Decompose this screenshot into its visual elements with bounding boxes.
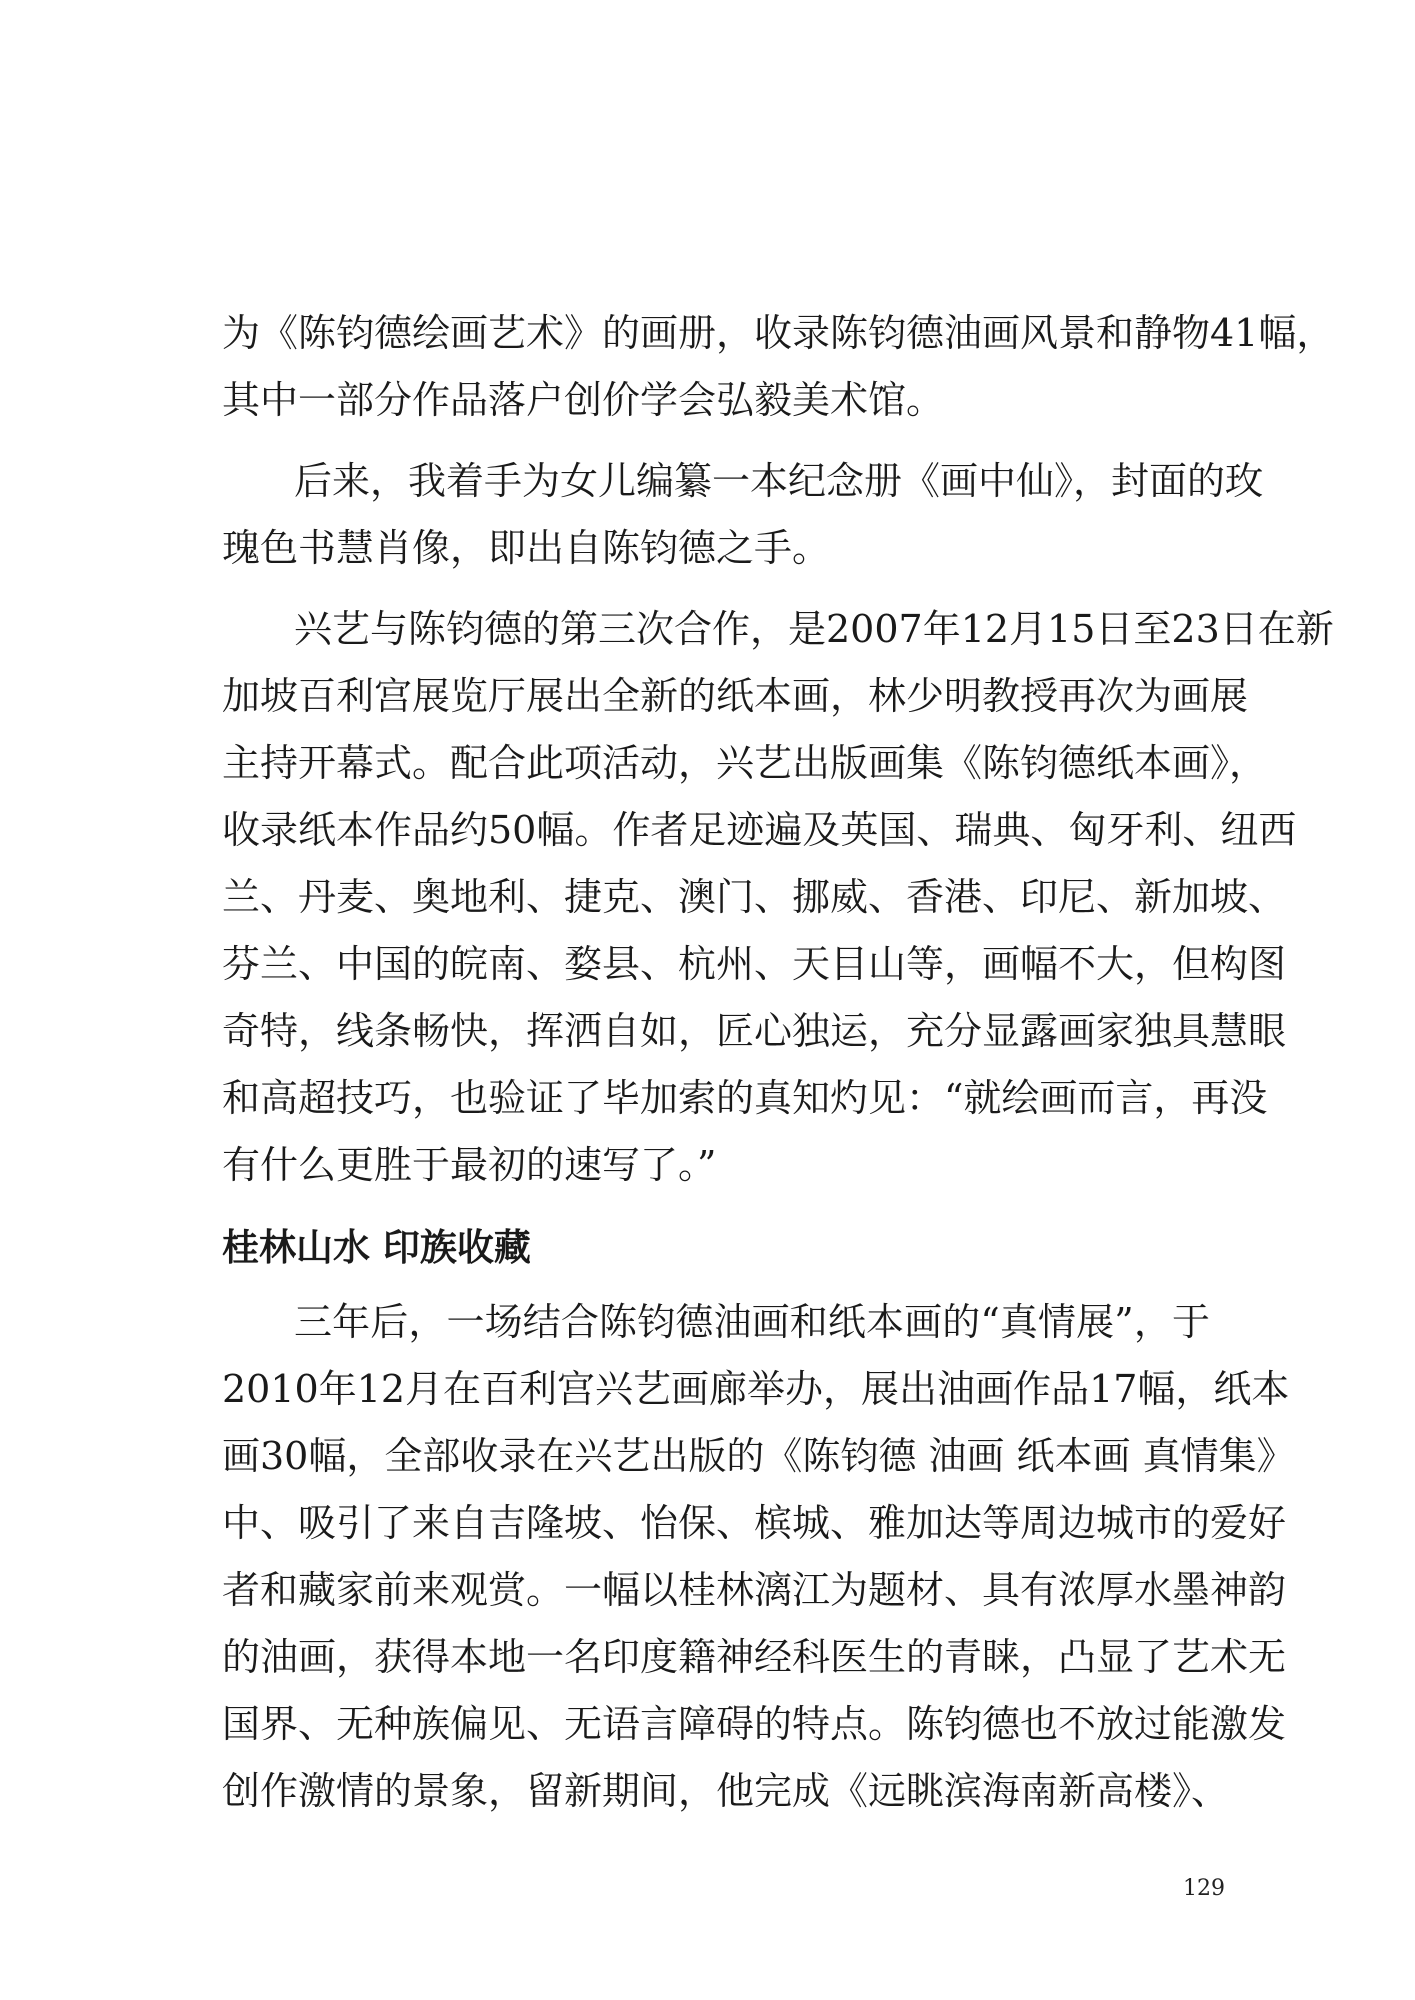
text-line: 中、吸引了来自吉隆坡、怡保、槟城、雅加达等周边城市的爱好 <box>222 1501 1287 1545</box>
text-line: 创作激情的景象，留新期间，他完成《远眺滨海南新高楼》、 <box>222 1769 1230 1813</box>
text-line: 国界、无种族偏见、无语言障碍的特点。陈钧德也不放过能激发 <box>222 1702 1287 1746</box>
text-line: 的油画，获得本地一名印度籍神经科医生的青睐，凸显了艺术无 <box>222 1635 1287 1679</box>
text-line: 瑰色书慧肖像，即出自陈钧德之手。 <box>222 526 831 570</box>
text-line: 兰、丹麦、奥地利、捷克、澳门、挪威、香港、印尼、新加坡、 <box>222 875 1287 919</box>
text-line: 后来，我着手为女儿编纂一本纪念册《画中仙》，封面的玫 <box>294 459 1264 503</box>
text-line: 其中一部分作品落户创价学会弘毅美术馆。 <box>222 378 945 422</box>
page-body <box>222 300 1335 1825</box>
text-line: 有什么更胜于最初的速写了。” <box>222 1143 717 1187</box>
text-line: 芬兰、中国的皖南、婺县、杭州、天目山等，画幅不大，但构图 <box>222 942 1287 986</box>
section-heading: 桂林山水 印族收藏 <box>222 1226 531 1269</box>
text-line: 和高超技巧，也验证了毕加索的真知灼见：“就绘画而言，再没 <box>222 1076 1268 1120</box>
text-line: 兴艺与陈钧德的第三次合作，是2007年12月15日至23日在新 <box>294 607 1334 651</box>
paragraph-2 <box>222 448 1264 582</box>
text-line: 2010年12月在百利宫兴艺画廊举办，展出油画作品17幅，纸本 <box>222 1367 1290 1411</box>
text-line: 加坡百利宫展览厅展出全新的纸本画，林少明教授再次为画展 <box>222 674 1249 718</box>
text-line: 为《陈钧德绘画艺术》的画册，收录陈钧德油画风景和静物41幅， <box>222 311 1335 355</box>
text-line: 画30幅，全部收录在兴艺出版的《陈钧德 油画 纸本画 真情集》 <box>222 1434 1295 1478</box>
paragraph-4 <box>222 1289 1295 1825</box>
paragraph-3 <box>222 596 1334 1199</box>
page-number: 129 <box>1183 1876 1225 1901</box>
text-line: 主持开幕式。配合此项活动，兴艺出版画集《陈钧德纸本画》， <box>222 741 1268 785</box>
text-line: 三年后，一场结合陈钧德油画和纸本画的“真情展”，于 <box>294 1300 1210 1344</box>
text-line: 收录纸本作品约50幅。作者足迹遍及英国、瑞典、匈牙利、纽西 <box>222 808 1297 852</box>
text-line: 者和藏家前来观赏。一幅以桂林漓江为题材、具有浓厚水墨神韵 <box>222 1568 1287 1612</box>
text-line: 奇特，线条畅快，挥洒自如，匠心独运，充分显露画家独具慧眼 <box>222 1009 1287 1053</box>
paragraph-1 <box>222 300 1335 434</box>
